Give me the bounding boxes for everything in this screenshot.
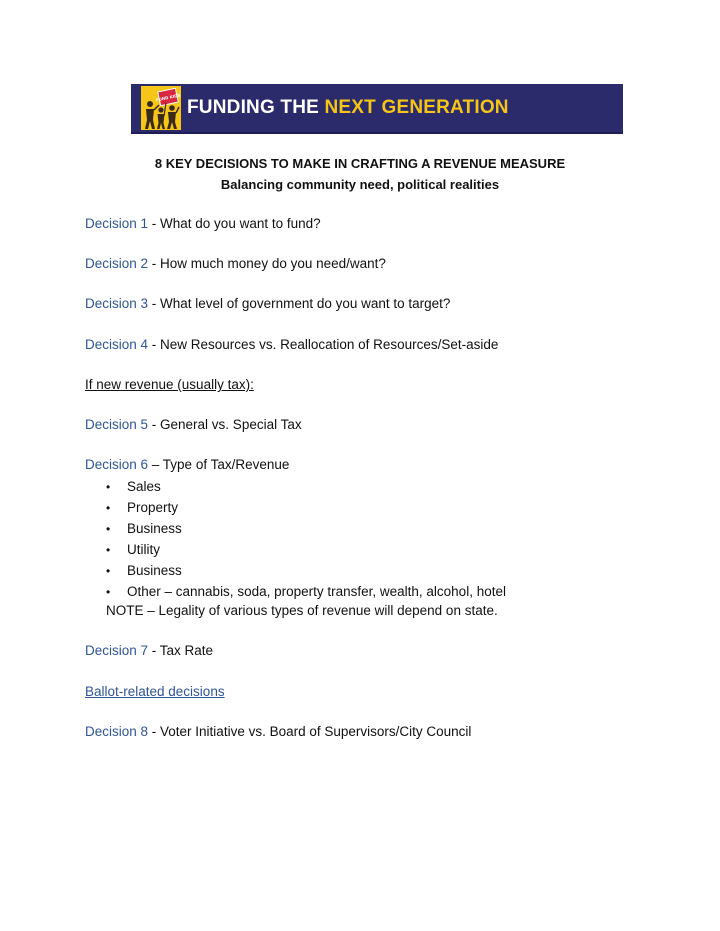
section-ballot-link[interactable]: Ballot-related decisions — [85, 684, 225, 699]
decision-5-label: Decision 5 — [85, 417, 149, 432]
decision-4-text: - New Resources vs. Reallocation of Resources/Set-aside — [148, 337, 499, 352]
decision-5-text: - General vs. Special Tax — [148, 417, 302, 432]
decision-3-text: - What level of government do you want to target? — [148, 296, 451, 311]
fund-kids-logo-icon — [141, 86, 181, 130]
list-item — [106, 560, 506, 581]
bullet-icon: • — [106, 522, 111, 536]
decision-6-text: – Type of Tax/Revenue — [148, 457, 290, 472]
decision-1-label: Decision 1 — [85, 216, 149, 231]
section-new-revenue: If new revenue (usually tax): — [85, 377, 254, 392]
list-item — [106, 539, 506, 560]
list-item-text: Business — [127, 563, 182, 578]
logo-sign-text: FUND KIDS — [155, 92, 181, 103]
list-item-text: Other – cannabis, soda, property transfer, wealth, alcohol, hotel — [127, 584, 506, 599]
list-item — [106, 581, 506, 602]
bullet-icon: • — [106, 564, 111, 578]
banner-title — [187, 97, 509, 119]
decision-7 — [85, 642, 213, 660]
bullet-icon: • — [106, 480, 111, 494]
decision-2-label: Decision 2 — [85, 256, 149, 271]
decision-5 — [85, 416, 302, 434]
decision-6-label: Decision 6 — [85, 457, 149, 472]
document-subtitle: Balancing community need, political realities — [220, 177, 500, 192]
decision-1 — [85, 215, 321, 233]
banner-title-part2: NEXT GENERATION — [324, 97, 509, 118]
list-item — [106, 476, 506, 497]
bullet-icon: • — [106, 501, 111, 515]
list-item-text: Business — [127, 521, 182, 536]
legality-note: NOTE – Legality of various types of revenue will depend on state. — [106, 603, 498, 618]
decision-6 — [85, 456, 289, 474]
decision-3-label: Decision 3 — [85, 296, 149, 311]
tax-type-list — [106, 476, 506, 602]
decision-8 — [85, 723, 471, 741]
decision-1-text: - What do you want to fund? — [148, 216, 321, 231]
decision-2-text: - How much money do you need/want? — [148, 256, 386, 271]
banner-title-part1: FUNDING THE — [187, 97, 325, 118]
bullet-icon: • — [106, 543, 111, 557]
decision-7-label: Decision 7 — [85, 643, 149, 658]
decision-4-label: Decision 4 — [85, 337, 149, 352]
list-item-text: Utility — [127, 542, 160, 557]
list-item-text: Property — [127, 500, 179, 515]
list-item — [106, 518, 506, 539]
decision-2 — [85, 255, 386, 273]
decision-8-label: Decision 8 — [85, 724, 149, 739]
list-item — [106, 497, 506, 518]
bullet-icon: • — [106, 585, 111, 599]
decision-8-text: - Voter Initiative vs. Board of Supervisors/City Council — [148, 724, 472, 739]
list-item-text: Sales — [127, 479, 161, 494]
document-title: 8 KEY DECISIONS TO MAKE IN CRAFTING A REVENUE MEASURE — [154, 156, 566, 171]
decision-3 — [85, 295, 450, 313]
decision-4 — [85, 336, 498, 354]
decision-7-text: - Tax Rate — [148, 643, 214, 658]
header-banner — [131, 84, 623, 134]
